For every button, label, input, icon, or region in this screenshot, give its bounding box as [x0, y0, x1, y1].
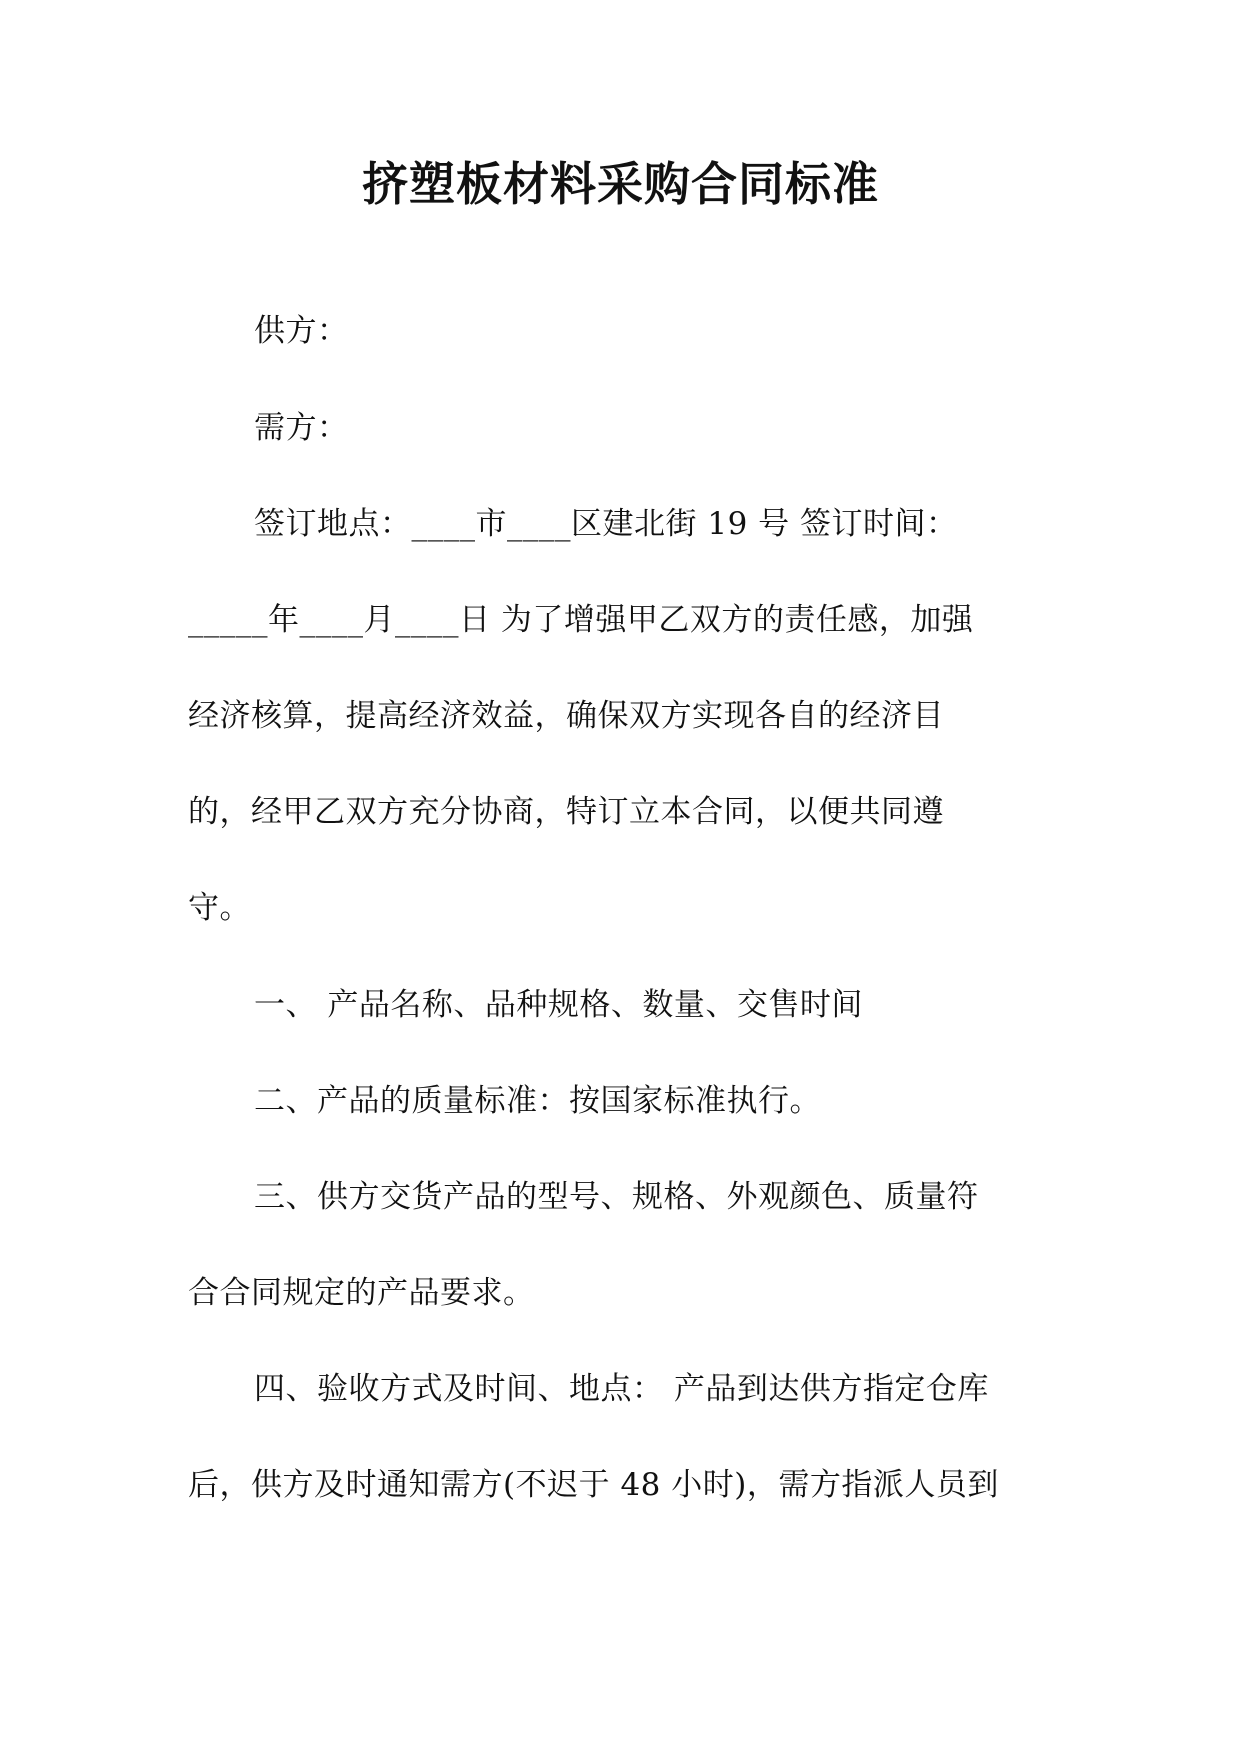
paragraph-line: 的，经甲乙双方充分协商，特订立本合同，以便共同遵 [188, 794, 944, 830]
clause-3: 三、供方交货产品的型号、规格、外观颜色、质量符 [254, 1179, 979, 1215]
paragraph-line: _____年____月____日 为了增强甲乙双方的责任感，加强 [188, 602, 974, 638]
clause-4: 四、验收方式及时间、地点： 产品到达供方指定仓库 [254, 1371, 989, 1407]
supplier-line: 供方： [254, 313, 349, 349]
clause-2: 二、产品的质量标准：按国家标准执行。 [254, 1083, 821, 1119]
buyer-line: 需方： [254, 410, 349, 446]
paragraph-line: 守。 [188, 890, 251, 926]
paragraph-line: 经济核算，提高经济效益，确保双方实现各自的经济目 [188, 698, 944, 734]
clause-4-continued: 后，供方及时通知需方(不迟于 48 小时)，需方指派人员到 [188, 1467, 999, 1503]
clause-3-continued: 合合同规定的产品要求。 [188, 1275, 535, 1311]
clause-1-heading: 一、 产品名称、品种规格、数量、交售时间 [254, 987, 863, 1023]
document-title: 挤塑板材料采购合同标准 [362, 157, 879, 211]
signing-place-line: 签订地点：____市____区建北街 19 号 签订时间： [254, 506, 958, 542]
